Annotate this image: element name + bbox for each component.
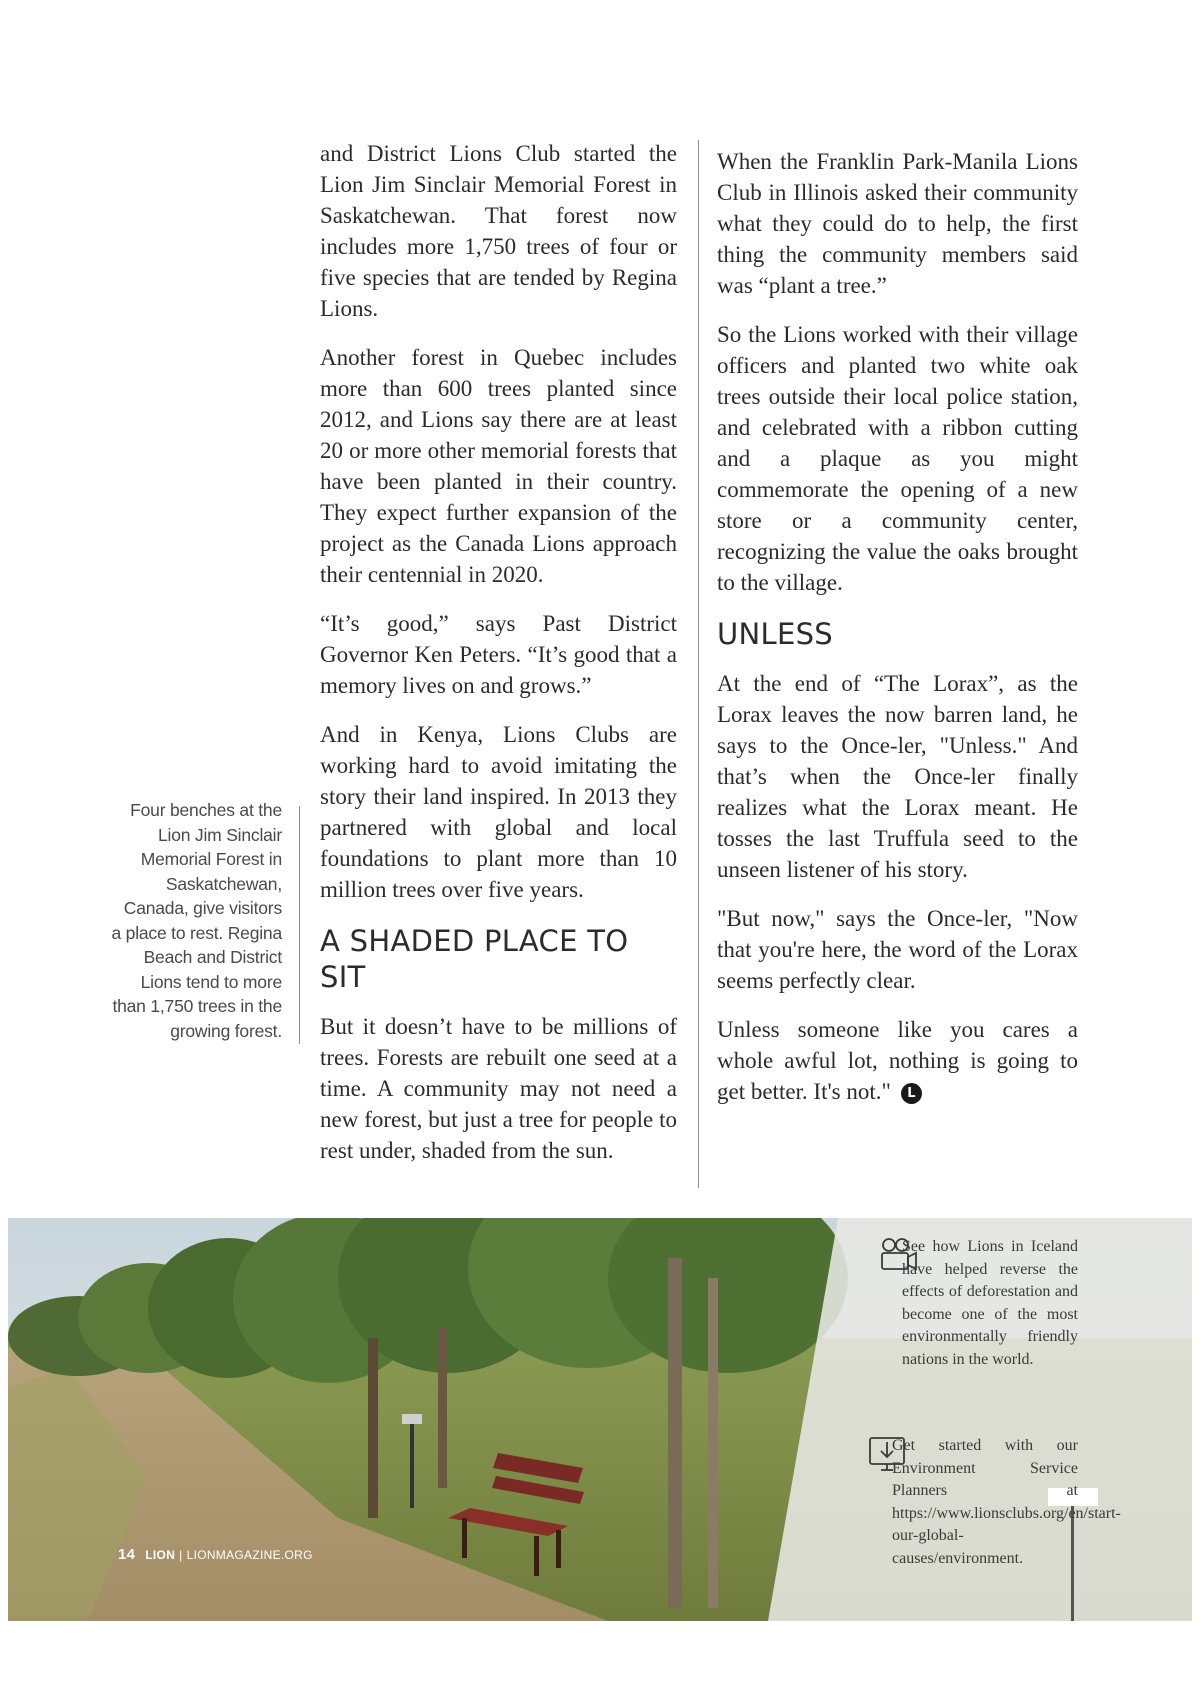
paragraph: Another forest in Quebec includes more than 600 trees planted since 2012, and Lions say there are at least 20 or more other memorial forests that have been planted in their country. They expect further expansion of the project as the Canada Lions approach their centennial in 2020. [320,345,677,587]
paragraph: So the Lions worked with their village officers and planted two white oak trees outside their local police station, and celebrated with a ribbon cutting and a plaque as you might commemorate the opening of a new store or a community center, recognizing the value the oaks brought to the village. [717,322,1078,595]
paragraph: And in Kenya, Lions Clubs are working hard to avoid imitating the story their land inspired. In 2013 they partnered with global and local foundations to plant more than 10 million trees over five years. [320,722,677,902]
paragraph: But it doesn’t have to be millions of trees. Forests are rebuilt one seed at a time. A community may not need a new forest, but just a tree for people to rest under, shaded from the sun. [320,1014,677,1163]
section-heading-unless: UNLESS [717,617,834,651]
page-number: 14 [118,1546,136,1563]
paragraph: When the Franklin Park-Manila Lions Club in Illinois asked their community what they could do to help, the first thing the community members said was “plant a tree.” [717,149,1078,298]
caption-divider [299,806,300,1044]
final-text: Unless someone like you cares a whole awful lot, nothing is going to get better. It's not." [717,1017,1078,1104]
folio-separator: | [179,1548,183,1562]
page-footer [118,1546,313,1563]
paragraph: At the end of “The Lorax”, as the Lorax leaves the now barren land, he says to the Once-ler, "Unless." And that’s when the Once-ler finally realizes what the Lorax meant. He tosses the last Truffula seed to the unseen listener of his story. [717,671,1078,882]
lion-end-mark-icon: L [901,1083,922,1104]
environment-planners-promo[interactable]: Get started with our Environment Service Planners at https://www.lionsclubs.org/en/start-our-global-causes/environment. [892,1437,1121,1567]
column-divider [698,140,699,1188]
photo-caption: Four benches at the Lion Jim Sinclair Memorial Forest in Saskatchewan, Canada, give visitors a place to rest. Regina Beach and District Lions tend to more than 1,750 trees in the growing forest. [111,800,282,1041]
magazine-name: LION [145,1548,176,1562]
middle-column [320,138,677,1184]
iceland-video-promo[interactable]: See how Lions in Iceland have helped reverse the effects of deforestation and become one of the most environmentally friendly nations in the world. [902,1238,1078,1368]
paragraph: and District Lions Club started the Lion Jim Sinclair Memorial Forest in Saskatchewan. That forest now includes more 1,750 trees of four or five species that are tended by Regina Lions. [320,141,677,321]
paragraph: "But now," says the Once-ler, "Now that you're here, the word of the Lorax seems perfectly clear. [717,906,1078,993]
paragraph: “It’s good,” says Past District Governor Ken Peters. “It’s good that a memory lives on and grows.” [320,611,677,698]
section-heading-shaded-place: A SHADED PLACE TO SIT [320,924,629,994]
paragraph-final [717,1014,1078,1107]
website-link[interactable]: LIONMAGAZINE.ORG [186,1548,313,1562]
right-column [717,146,1078,1125]
